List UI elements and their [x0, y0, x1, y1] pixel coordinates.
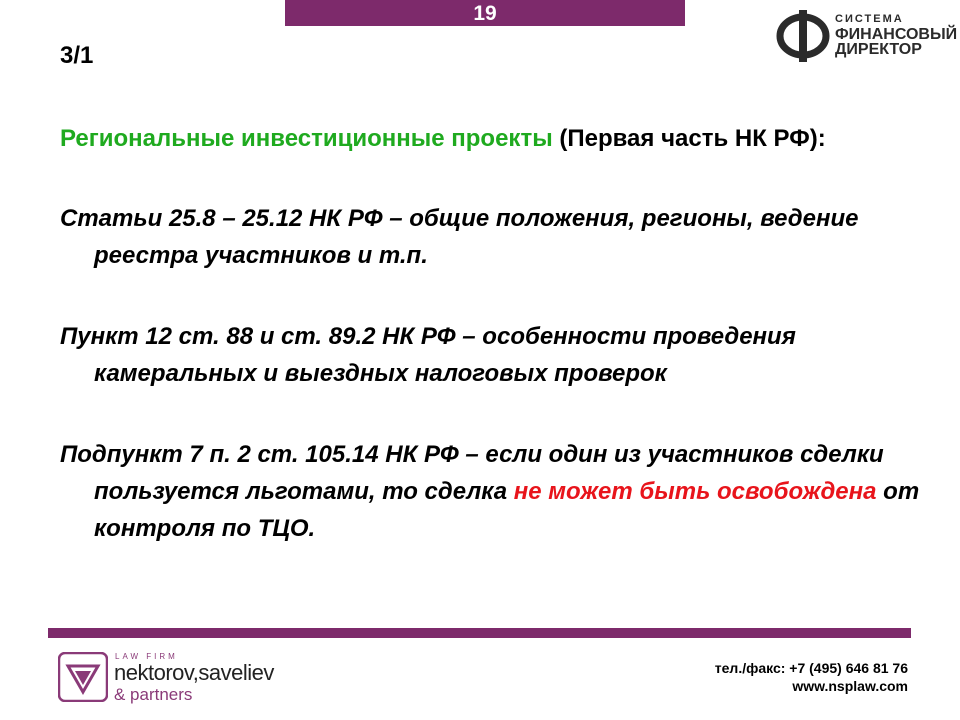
slide-heading — [60, 125, 826, 153]
paragraph-audits: Пункт 12 ст. 88 и ст. 89.2 НК РФ – особенности проведения камеральных и выездных налоговых проверок — [60, 323, 796, 387]
paragraph-articles: Статьи 25.8 – 25.12 НК РФ – общие положения, регионы, ведение реестра участников и т.п. — [60, 205, 859, 269]
firm-logo — [58, 652, 298, 704]
page-number-bar — [285, 0, 685, 26]
brand-logo — [774, 6, 958, 66]
contact-info — [715, 659, 908, 695]
website-link[interactable]: www.nsplaw.com — [792, 678, 908, 694]
page-number: 19 — [473, 2, 497, 25]
slide-number: 3/1 — [60, 42, 94, 69]
firm-name: nektorov,saveliev — [114, 660, 274, 685]
heading-green-part: Региональные инвестиционные проекты — [60, 125, 553, 152]
paragraph-control-end: от контроля по ТЦО. — [94, 478, 920, 542]
law-firm-label: LAW FIRM — [115, 652, 178, 661]
paragraph-control-start: Подпункт 7 п. 2 ст. 105.14 НК РФ – если один из участников сделки пользуется льготами, то сделка — [60, 441, 884, 505]
shield-logo-icon — [58, 652, 108, 702]
brand-line-2: ФИНАНСОВЫЙ — [835, 26, 958, 43]
brand-line-3: ДИРЕКТОР — [835, 41, 922, 58]
brand-line-1: СИСТЕМА — [835, 13, 904, 25]
paragraph-control-highlight: не может быть освобождена — [513, 478, 877, 505]
paragraph-control — [60, 436, 954, 547]
footer-divider — [48, 628, 911, 638]
firm-partners: & partners — [114, 685, 193, 704]
heading-black-part: (Первая часть НК РФ): — [552, 125, 826, 152]
phi-logo-icon — [774, 10, 832, 62]
phone-fax: тел./факс: +7 (495) 646 81 76 — [714, 660, 908, 676]
